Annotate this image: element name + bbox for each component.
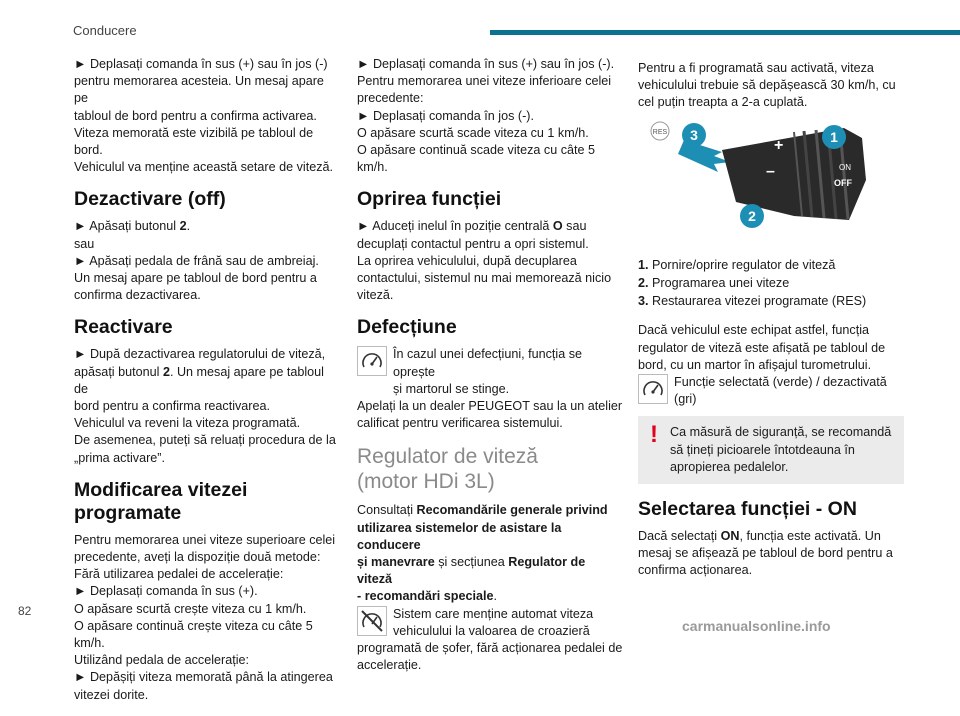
text-line: De asemenea, puteți să reluați procedura de la [74, 433, 336, 448]
paragraph-oprirea [357, 218, 623, 304]
heading-oprirea: Oprirea funcției [357, 188, 502, 211]
list-number: 1. [638, 257, 649, 272]
cruise-control-stalk-figure [644, 120, 869, 238]
paragraph-lower-speed [357, 56, 623, 176]
heading-selectarea: Selectarea funcției - ON [638, 498, 857, 521]
text-line: ► Depășiți viteza memorată până la atingerea [74, 670, 333, 685]
paragraph-modificare [74, 532, 339, 704]
reference-title: utilizarea sistemelor de asistare la conducere [357, 520, 562, 552]
paragraph-selectarea [638, 528, 904, 580]
text-line: decuplați contactul pentru a opri sistemul. [357, 236, 589, 251]
text-line: și secțiunea [434, 555, 509, 570]
heading-line: Regulator de viteză [357, 445, 538, 469]
mode-ref: ON [720, 529, 740, 544]
text-line: . Un mesaj apare pe tabloul de [74, 364, 324, 396]
svg-text:1: 1 [830, 128, 838, 145]
text-line: ► Deplasați comanda în jos (-). [357, 108, 534, 123]
text-line: ► Apăsați pedala de frână sau de ambreiaj. [74, 253, 319, 268]
svg-text:+: + [774, 136, 784, 154]
svg-text:OFF: OFF [834, 177, 852, 188]
paragraph-system-cont [357, 640, 623, 674]
text-line: O apăsare continuă crește viteza cu câte 5 km/h. [74, 618, 313, 651]
svg-text:ON: ON [839, 162, 851, 172]
text-line: ► Deplasați comanda în sus (+). [74, 584, 258, 599]
text-line: Pentru memorarea unei viteze superioare celei [74, 532, 336, 547]
badge-1 [822, 125, 846, 149]
system-text [393, 606, 623, 640]
text-line: ► Deplasați comanda în sus (+) sau în jos (-). [357, 57, 615, 71]
svg-text:RES: RES [652, 128, 668, 136]
badge-2 [740, 204, 764, 228]
speedometer-icon [357, 346, 387, 376]
column-left [74, 56, 339, 716]
button-ref: 2 [179, 219, 187, 234]
text-line: bord pentru a confirma reactivarea. [74, 399, 271, 414]
text-line: mesaj se afișează pe tabloul de bord pentru a [638, 546, 893, 561]
text-line: ► Deplasați comanda în sus (+) sau în jos (-) [74, 57, 328, 71]
list-text: Pornire/oprire regulator de viteză [652, 257, 836, 272]
res-button-icon [651, 122, 669, 140]
text-line: sau [562, 219, 587, 234]
text-line: Dacă vehiculul este echipat astfel, funcția [638, 323, 870, 338]
list-item [638, 293, 904, 310]
text-line: vitezei dorite. [74, 687, 149, 702]
text-line: precedente, aveți la dispoziție două metode: [74, 550, 321, 565]
text-line: Un mesaj apare pe tabloul de bord pentru a [74, 271, 317, 286]
heading-defectiune: Defecțiune [357, 316, 457, 339]
text-line: Ca măsură de siguranță, se recomandă [670, 425, 892, 440]
status-icon-row [638, 374, 904, 408]
text-line: „prima activare”. [74, 450, 165, 465]
text-line: ► Apăsați butonul [74, 219, 180, 234]
text-line: vehiculului la valoarea de croazieră [393, 623, 590, 638]
text-line: Apelați la un dealer PEUGEOT sau la un atelier [357, 399, 623, 414]
defect-icon-row [357, 346, 623, 398]
paragraph-equipped [638, 322, 904, 374]
speedometer-crossed-icon [357, 606, 387, 636]
text-line: confirma dezactivarea. [74, 288, 201, 303]
text-line: O apăsare scurtă scade viteza cu 1 km/h. [357, 125, 589, 140]
text-line: Pentru a fi programată sau activată, viteza [638, 61, 874, 75]
page-number: 82 [18, 604, 32, 618]
text-line: să țineți picioarele întotdeauna în [670, 442, 855, 457]
text-line: Utilizând pedala de accelerație: [74, 653, 250, 668]
heading-regulator-hdi [357, 444, 623, 494]
svg-text:3: 3 [690, 126, 698, 143]
text-line: cel puțin treapta a 2-a cuplată. [638, 95, 808, 110]
warning-icon: ! [650, 421, 658, 449]
reference-title: Recomandările generale privind [416, 503, 608, 518]
text-line: Sistem care menține automat viteza [393, 606, 594, 621]
text-line: Funcție selectată (verde) / dezactivată [674, 375, 887, 390]
text-line: Pentru memorarea unei viteze inferioare celei [357, 74, 612, 89]
reference-title: - recomandări speciale [357, 589, 494, 604]
text-line: și martorul se stinge. [393, 381, 510, 396]
text-line: Consultați [357, 503, 417, 518]
defect-text [393, 346, 623, 398]
heading-line: (motor HDi 3L) [357, 470, 495, 494]
text-line: pentru memorarea acesteia. Un mesaj apare pe [74, 74, 324, 106]
text-line: O apăsare scurtă crește viteza cu 1 km/h. [74, 601, 307, 616]
column-middle [357, 56, 623, 686]
text-line: La oprirea vehiculului, după decuplarea [357, 253, 577, 268]
text-line: regulator de viteză este afișată pe tabloul de [638, 340, 886, 355]
paragraph-dealer [357, 398, 623, 432]
list-text: Restaurarea vitezei programate (RES) [652, 294, 867, 309]
svg-text:–: – [766, 162, 775, 180]
list-number: 2. [638, 276, 649, 291]
text-line: programată de șofer, fără acționarea pedalei de [357, 641, 623, 656]
paragraph-requirements [638, 60, 904, 112]
text-line: vehiculului trebuie să depășească 30 km/h, cu [638, 78, 896, 93]
list-number: 3. [638, 294, 649, 309]
position-ref: O [552, 219, 563, 234]
text-line: , funcția este activată. Un [739, 529, 881, 544]
safety-warning-box [638, 416, 904, 484]
list-item [638, 257, 904, 274]
text-line: În cazul unei defecțiuni, funcția se oprește [393, 347, 583, 379]
reference-title: Regulator de viteză [357, 555, 586, 587]
header-accent-bar [490, 30, 960, 35]
text-line: Dacă selectați [638, 529, 721, 544]
text-line: apăsați butonul [74, 364, 163, 379]
text-line: ► După dezactivarea regulatorului de viteză, [74, 347, 326, 362]
text-line: (gri) [674, 392, 697, 407]
text-line: bord, cu un martor în afișajul turometrului. [638, 357, 872, 372]
heading-line: Modificarea vitezei [74, 478, 248, 501]
paragraph-reactivare [74, 346, 339, 466]
heading-dezactivare: Dezactivare (off) [74, 188, 226, 211]
text-line: confirma acționarea. [638, 563, 753, 578]
text-line: ► Aduceți inelul în poziție centrală [357, 219, 553, 234]
text-line: calificat pentru verificarea sistemului. [357, 416, 563, 431]
paragraph-memorize [74, 56, 339, 176]
text-line: Vehiculul va menține această setare de viteză. [74, 160, 334, 175]
text-line: precedente: [357, 91, 424, 106]
heading-line: programate [74, 501, 182, 524]
system-icon-row [357, 606, 623, 640]
column-right [638, 60, 904, 592]
text-line: sau [74, 236, 95, 251]
list-text: Programarea unei viteze [652, 276, 790, 291]
speedometer-icon [638, 374, 668, 404]
svg-text:2: 2 [748, 207, 756, 224]
text-line: viteză. [357, 288, 394, 303]
paragraph-dezactivare [74, 218, 339, 304]
heading-modificare [74, 479, 339, 525]
badge-3 [682, 123, 706, 147]
text-line: contactului, sistemul nu mai memorează nicio [357, 271, 612, 286]
text-line: Fără utilizarea pedalei de accelerație: [74, 567, 284, 582]
warning-text [670, 424, 891, 476]
watermark: carmanualsonline.info [682, 618, 831, 634]
legend-list [638, 257, 904, 311]
text-line: accelerație. [357, 658, 422, 673]
text-line: . [493, 589, 497, 604]
paragraph-consultati [357, 502, 623, 605]
text-line: apropierea pedalelor. [670, 459, 789, 474]
list-item [638, 275, 904, 292]
text-line: Vehiculul va reveni la viteza programată. [74, 416, 301, 431]
text-line: . [186, 219, 191, 234]
text-line: O apăsare continuă scade viteza cu câte 5 km/h. [357, 143, 596, 175]
arrow-icon [678, 140, 730, 172]
status-text [674, 374, 904, 408]
header-section-label: Conducere [73, 23, 137, 38]
text-line: Viteza memorată este vizibilă pe tabloul de bord. [74, 125, 314, 158]
reference-title: și manevrare [357, 555, 435, 570]
button-ref: 2 [162, 364, 170, 379]
heading-reactivare: Reactivare [74, 316, 173, 339]
text-line: tabloul de bord pentru a confirma activarea. [74, 108, 317, 123]
